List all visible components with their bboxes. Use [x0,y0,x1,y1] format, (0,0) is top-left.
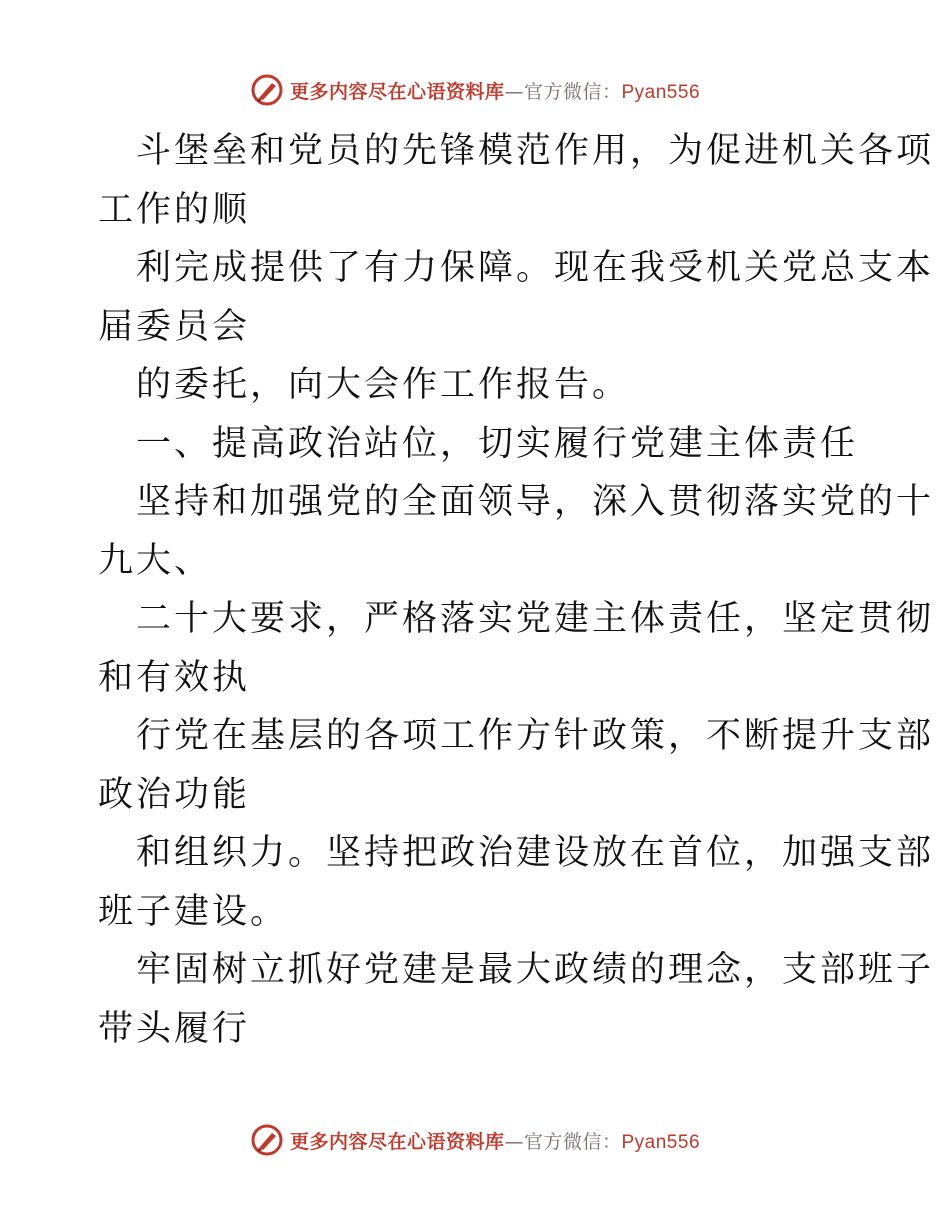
watermark-wechat-id: Pyan556 [621,81,701,103]
watermark-sub-text: 官方微信： [523,80,622,103]
document-line: 班子建设。 [98,891,289,932]
document-line: 坚持和加强党的全面领导，深入贯彻落实党的十 [136,482,935,522]
document-line: 带头履行 [98,1008,251,1049]
document-line: 斗堡垒和党员的先锋模范作用，为促进机关各项 [136,131,935,171]
watermark-separator: — [504,80,524,103]
document-line: 行党在基层的各项工作方针政策，不断提升支部 [136,716,935,756]
document-line: 牢固树立抓好党建是最大政绩的理念，支部班子 [136,950,935,990]
pen-logo-icon [250,73,284,107]
document-line: 一、提高政治站位，切实履行党建主体责任 [136,423,859,464]
document-line: 届委员会 [98,306,251,347]
watermark-wechat-id: Pyan556 [621,1131,701,1153]
document-line: 九大、 [98,540,213,581]
watermark-separator: — [504,1130,524,1153]
pen-logo-icon [250,1123,284,1157]
watermark-text [290,1127,700,1154]
document-line: 和有效执 [98,657,251,698]
document-line: 政治功能 [98,774,251,815]
document-line: 工作的顺 [98,189,251,230]
watermark-text [290,77,700,104]
document-body [98,122,935,1058]
watermark-sub-text: 官方微信： [523,1130,622,1153]
watermark-header [0,70,950,110]
watermark-main-text: 更多内容尽在心语资料库 [289,1130,505,1153]
watermark-footer [0,1120,950,1160]
document-line: 二十大要求，严格落实党建主体责任，坚定贯彻 [136,599,935,639]
document-line: 和组织力。坚持把政治建设放在首位，加强支部 [136,833,935,873]
document-line: 的委托，向大会作工作报告。 [136,365,631,405]
document-line: 利完成提供了有力保障。现在我受机关党总支本 [136,248,935,288]
watermark-main-text: 更多内容尽在心语资料库 [289,80,505,103]
